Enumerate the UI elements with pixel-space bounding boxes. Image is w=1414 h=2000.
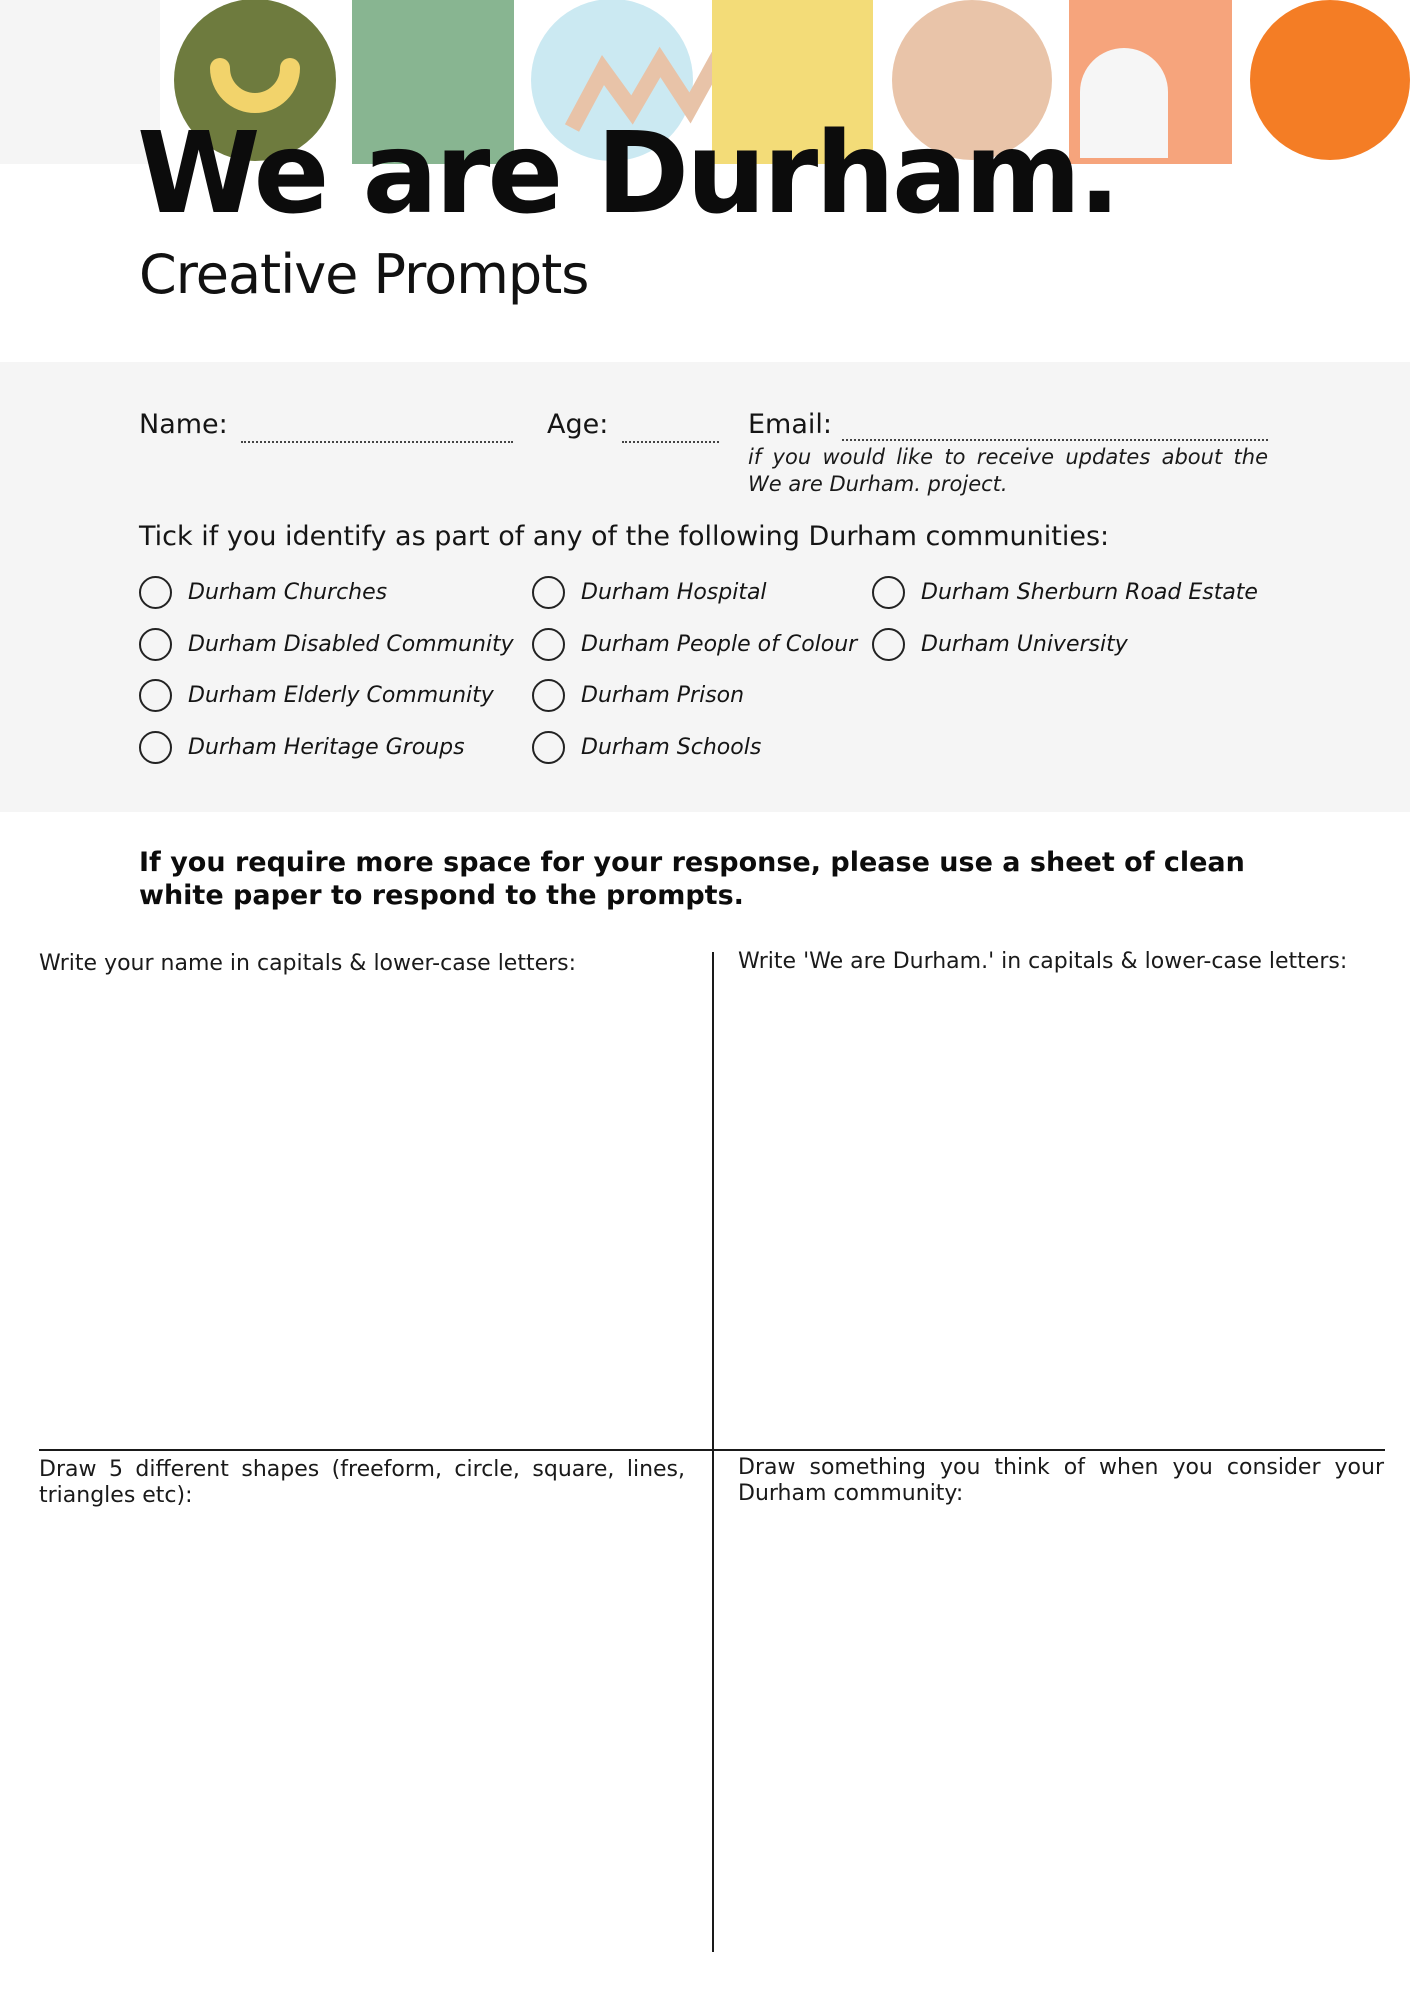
age-field[interactable] bbox=[622, 415, 719, 443]
checkbox-circle[interactable] bbox=[532, 576, 565, 609]
page-title: We are Durham. bbox=[137, 109, 1118, 239]
email-label: Email: bbox=[748, 409, 833, 440]
response-area-bottom-left[interactable] bbox=[39, 1520, 699, 1950]
community-option-label: Durham Heritage Groups bbox=[188, 734, 465, 760]
community-option-disabled[interactable] bbox=[139, 624, 514, 664]
checkbox-circle[interactable] bbox=[872, 628, 905, 661]
prompt-top-right: Write 'We are Durham.' in capitals & lower-case letters: bbox=[738, 949, 1348, 974]
community-option-sherburn-road[interactable] bbox=[872, 572, 1258, 612]
community-option-label: Durham Hospital bbox=[581, 579, 767, 605]
email-field[interactable] bbox=[842, 413, 1268, 441]
grid-vertical-divider bbox=[712, 952, 714, 1952]
community-option-schools[interactable] bbox=[532, 727, 761, 767]
checkbox-circle[interactable] bbox=[139, 731, 172, 764]
prompt-bottom-right: Draw something you think of when you consider your Durham community: bbox=[738, 1455, 1384, 1506]
community-option-label: Durham Elderly Community bbox=[188, 682, 494, 708]
orange-circle-shape bbox=[1250, 0, 1410, 160]
name-field[interactable] bbox=[241, 415, 513, 443]
community-option-churches[interactable] bbox=[139, 572, 387, 612]
space-instruction: If you require more space for your response, please use a sheet of clean white paper to respond to the prompts. bbox=[139, 847, 1245, 911]
page-subtitle: Creative Prompts bbox=[139, 243, 589, 306]
name-label: Name: bbox=[139, 409, 228, 440]
checkbox-circle[interactable] bbox=[139, 628, 172, 661]
community-option-people-of-colour[interactable] bbox=[532, 624, 857, 664]
response-area-bottom-right[interactable] bbox=[730, 1520, 1385, 1950]
community-option-prison[interactable] bbox=[532, 675, 744, 715]
community-option-label: Durham People of Colour bbox=[581, 631, 858, 657]
grey-square-shape bbox=[0, 0, 160, 164]
community-option-hospital[interactable] bbox=[532, 572, 767, 612]
checkbox-circle[interactable] bbox=[872, 576, 905, 609]
checkbox-circle[interactable] bbox=[532, 628, 565, 661]
grid-horizontal-divider bbox=[39, 1449, 1385, 1451]
community-option-label: Durham Prison bbox=[581, 682, 745, 708]
community-option-label: Durham Schools bbox=[581, 734, 762, 760]
community-option-label: Durham Sherburn Road Estate bbox=[921, 579, 1258, 605]
email-note: if you would like to receive updates about the We are Durham. project. bbox=[748, 445, 1268, 496]
response-area-top-right[interactable] bbox=[730, 1000, 1385, 1440]
prompt-top-left: Write your name in capitals & lower-case letters: bbox=[39, 951, 577, 976]
prompt-bottom-left: Draw 5 different shapes (freeform, circle, square, lines, triangles etc): bbox=[39, 1457, 685, 1508]
community-option-heritage[interactable] bbox=[139, 727, 465, 767]
checkbox-circle[interactable] bbox=[139, 679, 172, 712]
community-option-label: Durham University bbox=[921, 631, 1128, 657]
checkbox-circle[interactable] bbox=[532, 731, 565, 764]
community-option-elderly[interactable] bbox=[139, 675, 494, 715]
age-label: Age: bbox=[547, 409, 609, 440]
community-option-label: Durham Disabled Community bbox=[188, 631, 514, 657]
response-area-top-left[interactable] bbox=[39, 1000, 699, 1440]
checkbox-circle[interactable] bbox=[139, 576, 172, 609]
community-option-university[interactable] bbox=[872, 624, 1128, 664]
community-option-label: Durham Churches bbox=[188, 579, 388, 605]
checkbox-circle[interactable] bbox=[532, 679, 565, 712]
communities-heading: Tick if you identify as part of any of the following Durham communities: bbox=[139, 521, 1110, 552]
